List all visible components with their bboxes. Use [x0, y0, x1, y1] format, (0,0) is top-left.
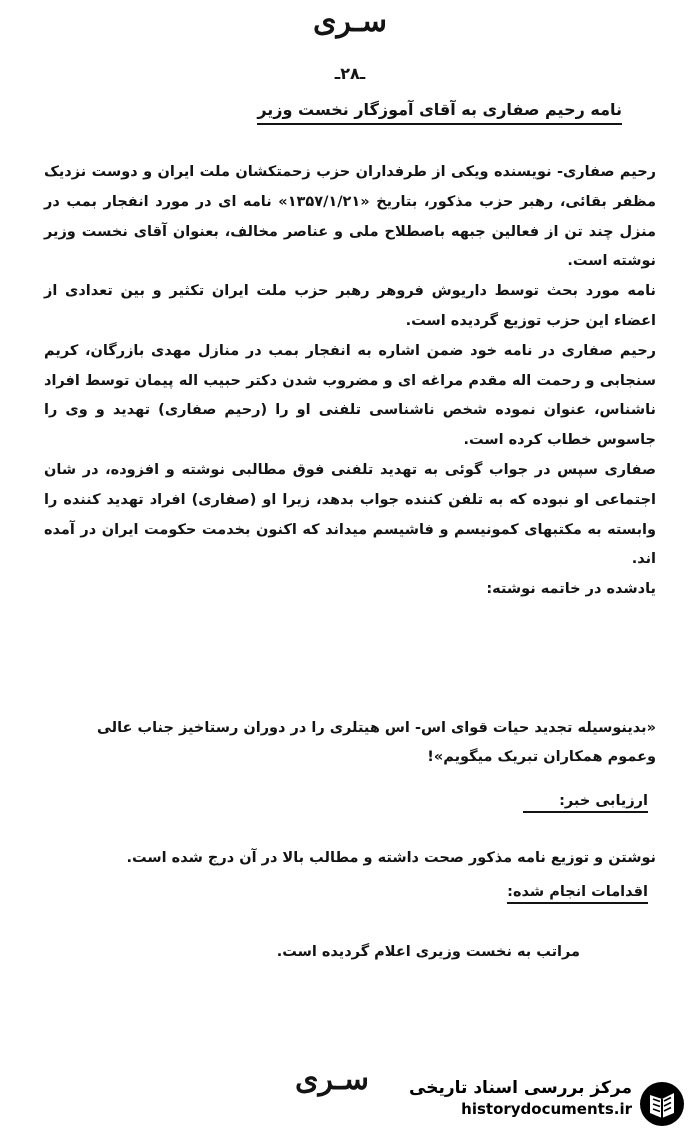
watermark-text [409, 1078, 632, 1118]
paragraph: صفاری سپس در جواب گوئی به تهدید تلفنی فوق مطالبی نوشته و افزوده، در شان اجتماعی او نبوده که به تلفن کننده جواب بدهد، زیرا او (صفاری) افراد تهدید کننده را وابسته به مکتبهای کمونیسم و فاشیسم میداند که اکنون بخدمت حکومت ایران در آمده اند. [44, 461, 656, 568]
book-emblem-icon [638, 1080, 686, 1128]
quoted-closing [44, 714, 656, 772]
classification-footer: سـری [295, 1062, 369, 1097]
paragraph: یادشده در خاتمه نوشته: [486, 581, 656, 598]
paragraph: نامه مورد بحث توسط داریوش فروهر رهبر حزب ملت ایران تکثیر و بین تعدادی از اعضاء این حزب توزیع گردیده است. [44, 283, 656, 329]
archive-watermark [409, 1078, 688, 1134]
evaluation-heading: ارزیابی خبر: [523, 793, 648, 813]
quote-line: «بدینوسیله تجدید حیات قوای اس- اس هیتلری را در دوران رستاخیز جناب عالی وعموم همکاران تبریک میگویم»! [97, 720, 656, 765]
watermark-site: historydocuments.ir [461, 1100, 632, 1118]
document-title: نامه رحیم صفاری به آقای آموزگار نخست وزیر [257, 100, 622, 125]
page-number: ـ۲۸ـ [334, 64, 366, 83]
actions-heading: اقدامات انجام شده: [507, 884, 648, 904]
paragraph: رحیم صفاری- نویسنده ویکی از طرفداران حزب زحمتکشان ملت ایران و دوست نزدیک مظفر بقائی، رهبر حزب مذکور، بتاریخ «۱۳۵۷/۱/۲۱» نامه ای در مورد انفجار بمب در منزل چند تن از فعالین جبهه باصطلاح ملی و عناصر مخالف، بعنوان آقای نخست وزیر نوشته است. [44, 164, 656, 270]
actions-text: مراتب به نخست وزیری اعلام گردیده است. [276, 944, 580, 960]
watermark-title: مرکز بررسی اسناد تاریخی [409, 1078, 632, 1098]
document-body [44, 158, 656, 605]
classification-header: سـری [313, 4, 387, 39]
evaluation-text: نوشتن و توزیع نامه مذکور صحت داشته و مطالب بالا در آن درج شده است. [126, 850, 656, 866]
paragraph: رحیم صفاری در نامه خود ضمن اشاره به انفجار بمب در منازل مهدی بازرگان، کریم سنجابی و رحمت اله مقدم مراغه ای و مضروب شدن دکتر حبیب اله پیمان توسط افراد ناشناس، عنوان نموده شخص ناشناسی تلفنی او را (رحیم صفاری) تهدید و وی را جاسوس خطاب کرده است. [44, 342, 656, 449]
